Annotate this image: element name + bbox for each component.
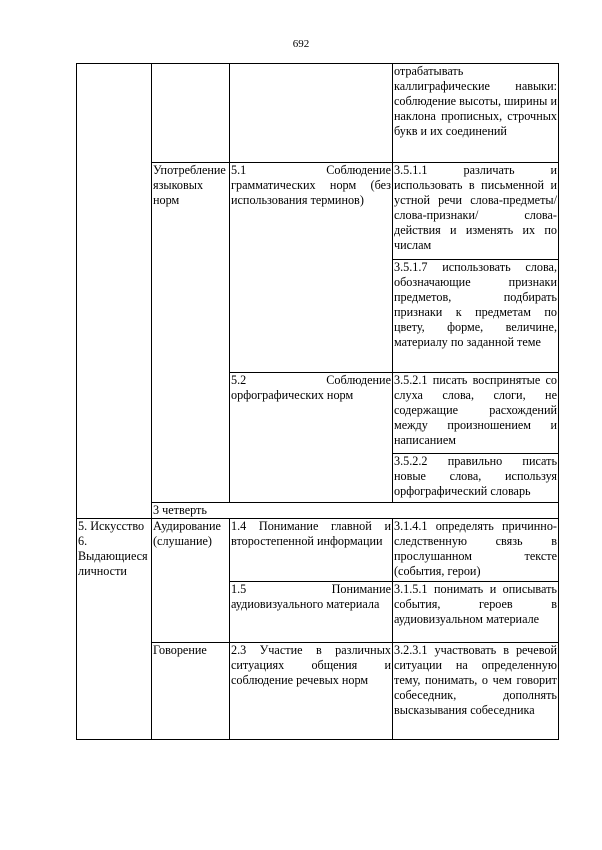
subtopic-cell-empty [230,64,393,163]
objective-cell: 3.5.2.2 правильно писать новые слова, используя орфографический словарь [393,454,559,503]
page-number: 692 [292,38,310,50]
objective-cell: 3.5.1.7 использовать слова, обозначающие признаки предметов, подбирать признаки к предметам по цвету, форме, величине, материалу по заданной теме [393,260,559,373]
objective-cell: 3.1.4.1 определять причинно-следственную связь в прослушанном тексте (события, герои) [393,519,559,582]
subtopic-cell: 5.1 Соблюдение грамматических норм (без использования терминов) [230,163,393,373]
curriculum-table [76,63,559,740]
topic-cell: Употребление языковых норм [152,163,230,503]
topic-cell: Говорение [152,643,230,740]
table-row [77,519,559,582]
theme-cell-empty [77,64,152,519]
objective-cell: 3.1.5.1 понимать и описывать события, героев в аудиовизуальном материале [393,582,559,643]
objective-cell: отрабатывать каллиграфические навыки: соблюдение высоты, ширины и наклона прописных, строчных букв и их соединений [393,64,559,163]
topic-cell-empty [152,64,230,163]
subtopic-cell: 5.2 Соблюдение орфографических норм [230,373,393,503]
objective-cell: 3.5.2.1 писать воспринятые со слуха слова, слоги, не содержащие расхождений между произношением и написанием [393,373,559,454]
subtopic-cell: 2.3 Участие в различных ситуациях общения и соблюдение речевых норм [230,643,393,740]
subtopic-cell: 1.4 Понимание главной и второстепенной информации [230,519,393,582]
quarter-cell: 3 четверть [152,503,559,519]
objective-cell: 3.2.3.1 участвовать в речевой ситуации на определенную тему, понимать, о чем говорит собеседник, дополнять высказывания собеседника [393,643,559,740]
table-row [77,64,559,163]
subtopic-cell: 1.5 Понимание аудиовизуального материала [230,582,393,643]
objective-cell: 3.5.1.1 различать и использовать в письменной и устной речи слова-предметы/слова-признаки/ слова-действия и изменять их по числам [393,163,559,260]
theme-cell: 5. Искусство 6. Выдающиеся личности [77,519,152,740]
topic-cell: Аудирование (слушание) [152,519,230,643]
